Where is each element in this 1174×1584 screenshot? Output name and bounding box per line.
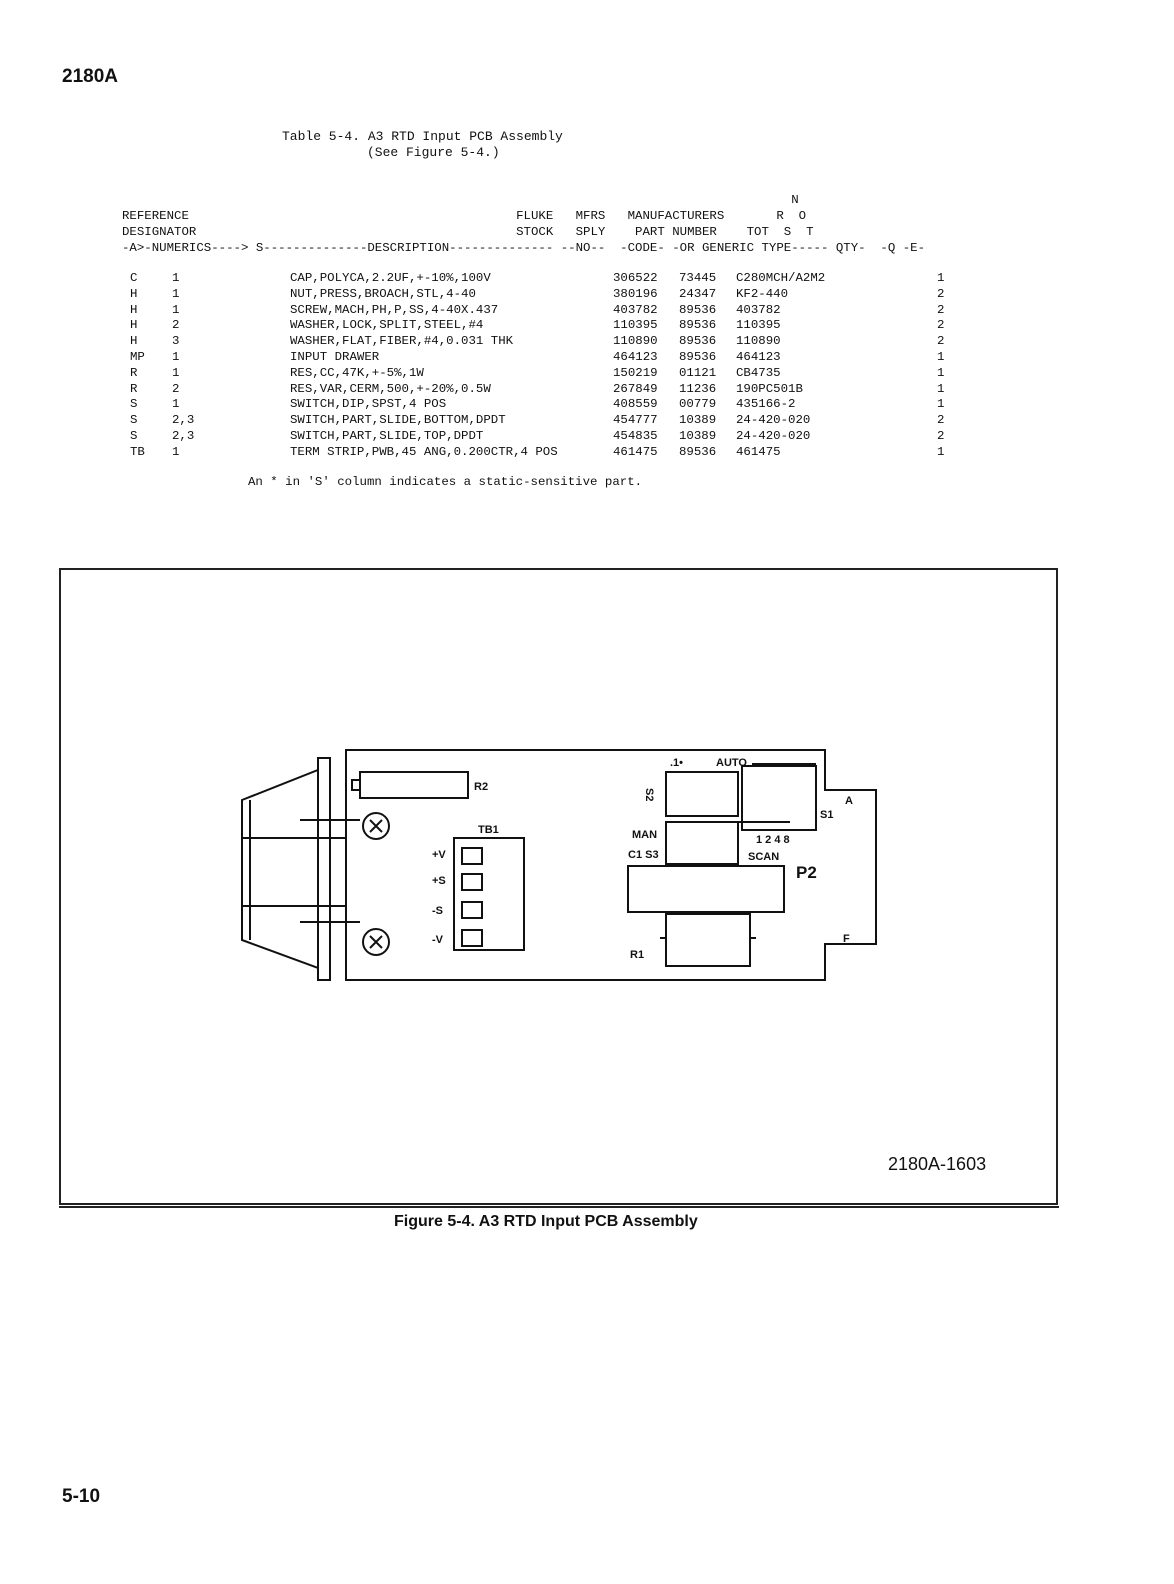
table-cell-ref: H (130, 302, 138, 317)
table-cell-ref: H (130, 286, 138, 301)
table-cell-desc: CAP,POLYCA,2.2UF,+-10%,100V (290, 271, 491, 285)
table-cell-num: 2 (172, 318, 180, 333)
table-cell-sply: 89536 (679, 334, 717, 349)
table-cell-num: 1 (172, 365, 180, 380)
table-cell-desc: NUT,PRESS,BROACH,STL,4-40 (290, 286, 476, 301)
table-cell-sply: 89536 (679, 350, 717, 364)
s1-label: S1 (820, 809, 834, 821)
table-subtitle: (See Figure 5-4.) (367, 145, 500, 160)
table-cell-stock: 267849 (613, 381, 658, 396)
table-cell-sply: 89536 (679, 444, 717, 459)
plus-s-label: +S (432, 875, 446, 887)
table-cell-qty: 2 (937, 302, 945, 317)
table-cell-ref: S (130, 397, 138, 412)
table-cell-desc: TERM STRIP,PWB,45 ANG,0.200CTR,4 POS (290, 444, 558, 459)
minus-s-label: -S (432, 905, 443, 917)
man-label: MAN (632, 829, 658, 841)
tb1-label: TB1 (478, 824, 499, 836)
table-cell-desc: WASHER,FLAT,FIBER,#4,0.031 THK (290, 334, 514, 349)
p2-label: P2 (796, 863, 817, 882)
table-cell-sply: 89536 (679, 318, 717, 333)
table-cell-ref: S (130, 429, 138, 443)
table-cell-ref: TB (130, 444, 145, 459)
table-header-line: -A>-NUMERICS----> S--------------DESCRIPTION-------------- --NO-- -CODE- -OR GENERIC TYPE----- QTY- -Q -E- (122, 241, 926, 255)
table-cell-qty: 1 (937, 350, 945, 364)
table-cell-qty: 2 (937, 318, 945, 333)
table-cell-num: 1 (172, 444, 180, 459)
pin-f-label: F (843, 933, 850, 945)
table-cell-ref: C (130, 271, 138, 285)
table-cell-part: 24-420-020 (736, 429, 811, 443)
table-header-line: N (122, 193, 799, 207)
tb1-terminal-3 (462, 902, 482, 918)
table-cell-part: 110395 (736, 318, 781, 333)
table-cell-part: 403782 (736, 302, 781, 317)
table-cell-part: C280MCH/A2M2 (736, 271, 826, 285)
table-cell-sply: 10389 (679, 429, 717, 443)
r1-component (666, 914, 750, 966)
table-cell-ref: R (130, 365, 138, 380)
table-cell-sply: 89536 (679, 302, 717, 317)
table-cell-qty: 1 (937, 365, 945, 380)
table-cell-qty: 2 (937, 413, 945, 428)
table-cell-part: KF2-440 (736, 286, 789, 301)
table-cell-part: 461475 (736, 444, 781, 459)
table-cell-desc: INPUT DRAWER (290, 350, 380, 364)
table-cell-sply: 10389 (679, 413, 717, 428)
p2-connector (628, 866, 784, 912)
table-cell-sply: 73445 (679, 271, 717, 285)
figure-caption: Figure 5-4. A3 RTD Input PCB Assembly (394, 1213, 698, 1230)
table-cell-stock: 408559 (613, 397, 658, 412)
table-cell-stock: 150219 (613, 365, 658, 380)
figure-id: 2180A-1603 (888, 1154, 987, 1174)
table-cell-ref: R (130, 381, 138, 396)
table-cell-qty: 1 (937, 381, 945, 396)
table-cell-desc: WASHER,LOCK,SPLIT,STEEL,#4 (290, 318, 484, 333)
table-cell-stock: 110395 (613, 318, 658, 333)
input-drawer-bracket (318, 758, 330, 980)
tb1-component (454, 838, 524, 950)
dip-positions-label: 1 2 4 8 (756, 834, 790, 846)
table-cell-qty: 2 (937, 334, 945, 349)
table-cell-sply: 00779 (679, 397, 717, 412)
table-cell-part: 110890 (736, 334, 781, 349)
table-cell-part: 464123 (736, 350, 781, 364)
table-cell-stock: 464123 (613, 350, 658, 364)
r2-label: R2 (474, 781, 489, 793)
table-cell-qty: 2 (937, 429, 945, 443)
table-header-line: REFERENCE FLUKE MFRS MANUFACTURERS R O (122, 209, 807, 223)
s1-component (742, 766, 816, 830)
table-cell-desc: RES,CC,47K,+-5%,1W (290, 365, 424, 380)
table-cell-stock: 110890 (613, 334, 658, 349)
table-cell-sply: 01121 (679, 365, 717, 380)
table-cell-num: 2,3 (172, 429, 195, 443)
page-number: 5-10 (62, 1486, 101, 1507)
table-cell-stock: 380196 (613, 286, 658, 301)
table-header-line: DESIGNATOR STOCK SPLY PART NUMBER TOT S T (122, 225, 814, 239)
table-cell-stock: 454777 (613, 413, 658, 428)
tb1-terminal-2 (462, 874, 482, 890)
table-cell-sply: 11236 (679, 381, 717, 396)
table-cell-desc: SCREW,MACH,PH,P,SS,4-40X.437 (290, 302, 499, 317)
pin-a-label: A (845, 795, 853, 807)
table-cell-qty: 1 (937, 271, 945, 285)
table-cell-part: 24-420-020 (736, 413, 811, 428)
table-cell-part: CB4735 (736, 365, 781, 380)
scan-label: SCAN (748, 851, 780, 863)
table-cell-ref: MP (130, 350, 145, 364)
table-cell-num: 1 (172, 350, 180, 364)
table-cell-stock: 403782 (613, 302, 658, 317)
table-cell-qty: 1 (937, 397, 945, 412)
document-id: 2180A (62, 66, 118, 87)
table-cell-num: 3 (172, 334, 180, 349)
table-cell-stock: 461475 (613, 444, 658, 459)
table-cell-ref: S (130, 413, 138, 428)
table-cell-desc: RES,VAR,CERM,500,+-20%,0.5W (290, 381, 491, 396)
auto-label: AUTO (716, 757, 747, 769)
table-cell-num: 1 (172, 397, 180, 412)
table-cell-sply: 24347 (679, 286, 717, 301)
table-cell-num: 1 (172, 286, 180, 301)
table-cell-qty: 2 (937, 286, 945, 301)
table-cell-num: 1 (172, 271, 180, 285)
s3-component (666, 822, 738, 864)
s2-label: S2 (643, 788, 655, 802)
table-cell-desc: SWITCH,PART,SLIDE,BOTTOM,DPDT (290, 413, 506, 428)
point-one-label: .1• (670, 757, 684, 769)
c1-s3-label: C1 S3 (628, 849, 659, 861)
table-cell-qty: 1 (937, 444, 945, 459)
s2-component (666, 772, 738, 816)
table-cell-ref: H (130, 334, 138, 349)
table-cell-num: 2 (172, 381, 180, 396)
table-cell-part: 190PC501B (736, 381, 803, 396)
r1-label: R1 (630, 949, 645, 961)
table-cell-desc: SWITCH,DIP,SPST,4 POS (290, 397, 447, 412)
table-cell-stock: 306522 (613, 271, 658, 285)
plus-v-label: +V (432, 849, 446, 861)
minus-v-label: -V (432, 934, 443, 946)
table-cell-num: 2,3 (172, 413, 195, 428)
table-cell-ref: H (130, 318, 138, 333)
tb1-terminal-1 (462, 848, 482, 864)
table-cell-num: 1 (172, 302, 180, 317)
table-title: Table 5-4. A3 RTD Input PCB Assembly (282, 129, 563, 144)
table-footnote: An * in 'S' column indicates a static-sensitive part. (248, 475, 643, 489)
tb1-terminal-4 (462, 930, 482, 946)
table-cell-stock: 454835 (613, 429, 658, 443)
table-cell-part: 435166-2 (736, 397, 796, 412)
input-drawer-body (242, 770, 318, 968)
table-cell-desc: SWITCH,PART,SLIDE,TOP,DPDT (290, 429, 484, 443)
r2-component (360, 772, 468, 798)
